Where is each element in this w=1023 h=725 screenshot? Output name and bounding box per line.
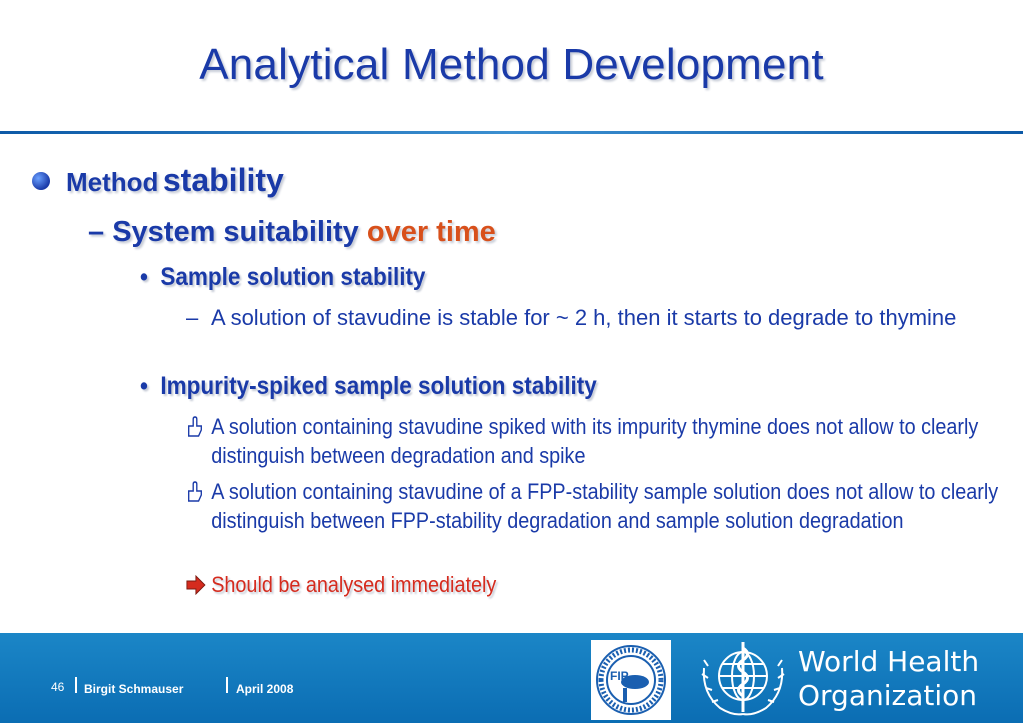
who-emblem-icon: [698, 638, 788, 720]
stavudine-stability-item: [186, 303, 1006, 363]
fip-emblem-icon: [591, 640, 671, 720]
who-line-2: Organization: [798, 679, 978, 712]
impurity-item-1-text: A solution containing stavudine spiked with its impurity thymine does not allow to clearly distinguish between degradation and spike: [211, 414, 979, 468]
stavudine-stability-text: A solution of stavudine is stable for ~ 2 h, then it starts to degrade to thymine: [211, 305, 957, 330]
dash-marker: –: [88, 216, 105, 248]
presentation-date: April 2008: [236, 682, 294, 696]
who-line-1: World Health: [798, 645, 980, 678]
conclusion-text: Should be analysed immediately: [211, 572, 497, 597]
dot-bullet: •: [140, 263, 148, 291]
bullet-impurity-spiked: [140, 372, 597, 401]
footer-separator: [226, 677, 228, 693]
method-word: Method: [66, 167, 159, 197]
right-arrow-icon: [186, 575, 206, 595]
impurity-item-2-text: A solution containing stavudine of a FPP-stability sample solution does not allow to clearly distinguish between FPP-stability degradation and sample solution degradation: [211, 479, 999, 533]
stability-word: stability: [162, 162, 284, 198]
slide-title: Analytical Method Development: [199, 40, 824, 89]
conclusion-item: [186, 570, 942, 600]
fip-logo: [591, 640, 671, 720]
who-wordmark: [798, 645, 979, 713]
over-time-highlight: over time: [366, 216, 496, 248]
round-bullet-icon: [32, 172, 50, 190]
system-suitability-text: System suitability: [112, 216, 359, 248]
bullet-method-stability: [32, 162, 284, 199]
impurity-item-2: [186, 477, 999, 567]
impurity-heading: Impurity-spiked sample solution stability: [160, 372, 597, 400]
impurity-item-1: [186, 412, 979, 472]
sample-heading: Sample solution stability: [160, 263, 426, 291]
dash-marker: –: [186, 305, 199, 330]
page-number: 46: [51, 680, 65, 694]
footer-separator: [75, 677, 77, 693]
pointing-hand-icon: [186, 481, 206, 503]
title-divider: [0, 131, 1023, 134]
author-name: Birgit Schmauser: [84, 682, 184, 696]
bullet-sample-solution-stability: [140, 263, 425, 292]
dot-bullet: •: [140, 372, 148, 400]
fip-logo-text: FIP: [610, 669, 629, 683]
bullet-system-suitability: [88, 216, 496, 249]
pointing-hand-icon: [186, 416, 206, 438]
